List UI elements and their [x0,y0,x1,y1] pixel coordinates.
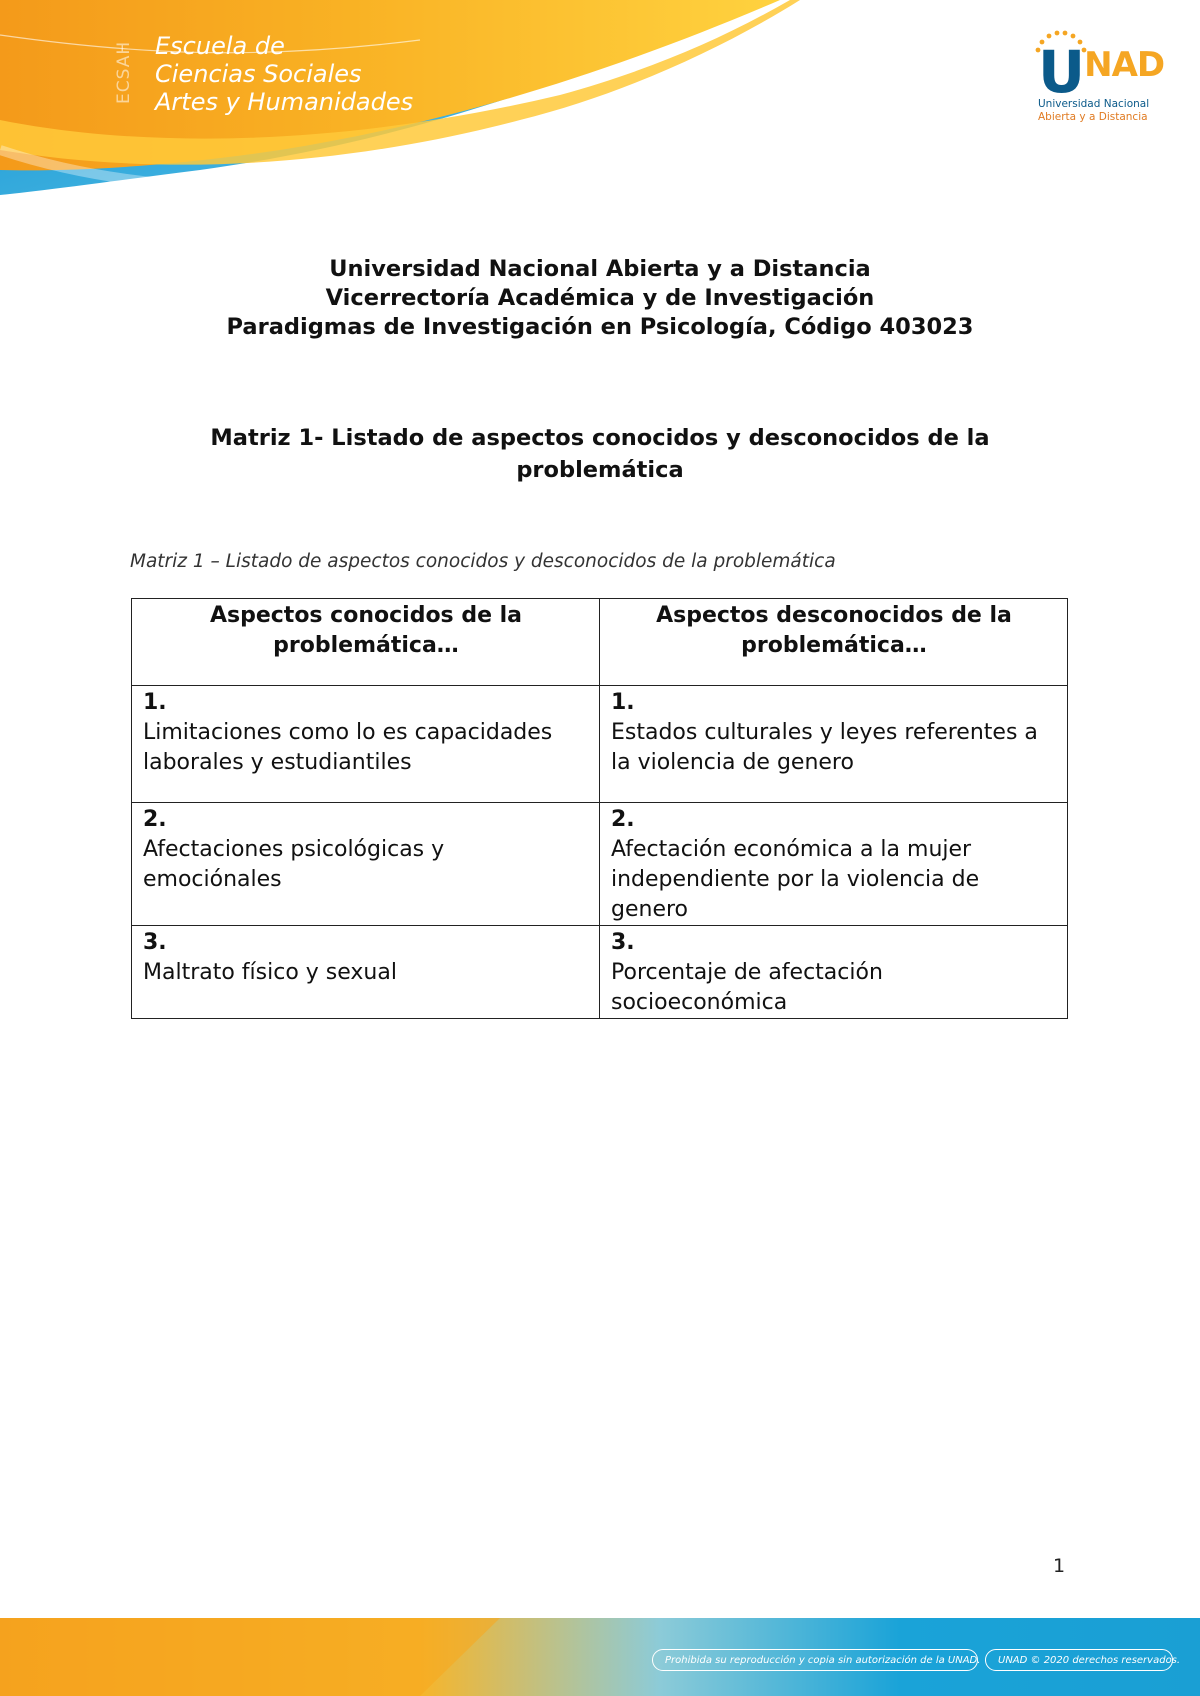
item-text: Afectación económica a la mujer independiente por la violencia de genero [611,837,980,922]
cell-unknown [600,926,1068,1019]
logo-wordmark-nad: NAD [1084,45,1165,85]
logo-wordmark-u: U [1038,38,1085,106]
title-line: Paradigmas de Investigación en Psicología, Código 403023 [226,314,974,340]
logo-line-1: Universidad Nacional [1038,98,1150,110]
school-name [155,32,475,116]
document-title [100,255,1100,342]
item-text: Maltrato físico y sexual [143,960,397,985]
item-text: Estados culturales y leyes referentes a la violencia de genero [611,720,1038,775]
item-number: 1. [611,690,635,715]
logo-wordmark [1038,38,1164,106]
cell-unknown [600,686,1068,803]
item-number: 1. [143,690,167,715]
table-caption: Matriz 1 – Listado de aspectos conocidos y desconocidos de la problemática [130,551,836,572]
cell-known [132,803,600,926]
table-row [132,686,1068,803]
cell-known [132,686,600,803]
item-number: 3. [611,930,635,955]
logo-line-2: Abierta y a Distancia [1038,111,1148,123]
table-row [132,803,1068,926]
title-line: Vicerrectoría Académica y de Investigación [325,285,875,311]
item-number: 2. [143,807,167,832]
cell-unknown [600,803,1068,926]
school-name-line: Escuela de [155,32,285,60]
header-unknown: Aspectos desconocidos de la problemática… [600,599,1068,686]
item-text: Afectaciones psicológicas y emociónales [143,837,445,892]
unad-logo [1030,28,1165,128]
matrix-table [131,598,1068,1019]
item-number: 3. [143,930,167,955]
item-text: Limitaciones como lo es capacidades laborales y estudiantiles [143,720,553,775]
school-name-line: Ciencias Sociales [155,60,362,88]
footer-notice: Prohibida su reproducción y copia sin autorización de la UNAD. [652,1649,978,1671]
title-line: Universidad Nacional Abierta y a Distancia [329,256,871,282]
page-number: 1 [1053,1555,1066,1577]
footer-copyright: UNAD © 2020 derechos reservados. [985,1649,1173,1671]
school-acronym: ECSAH [114,40,134,104]
table-row [132,926,1068,1019]
item-text: Porcentaje de afectación socioeconómica [611,960,883,1015]
table-header-row [132,599,1068,686]
header-known: Aspectos conocidos de la problemática… [132,599,600,686]
item-number: 2. [611,807,635,832]
matrix-heading: Matriz 1- Listado de aspectos conocidos y desconocidos de la problemática [210,425,990,483]
school-name-line: Artes y Humanidades [155,88,414,116]
cell-known [132,926,600,1019]
